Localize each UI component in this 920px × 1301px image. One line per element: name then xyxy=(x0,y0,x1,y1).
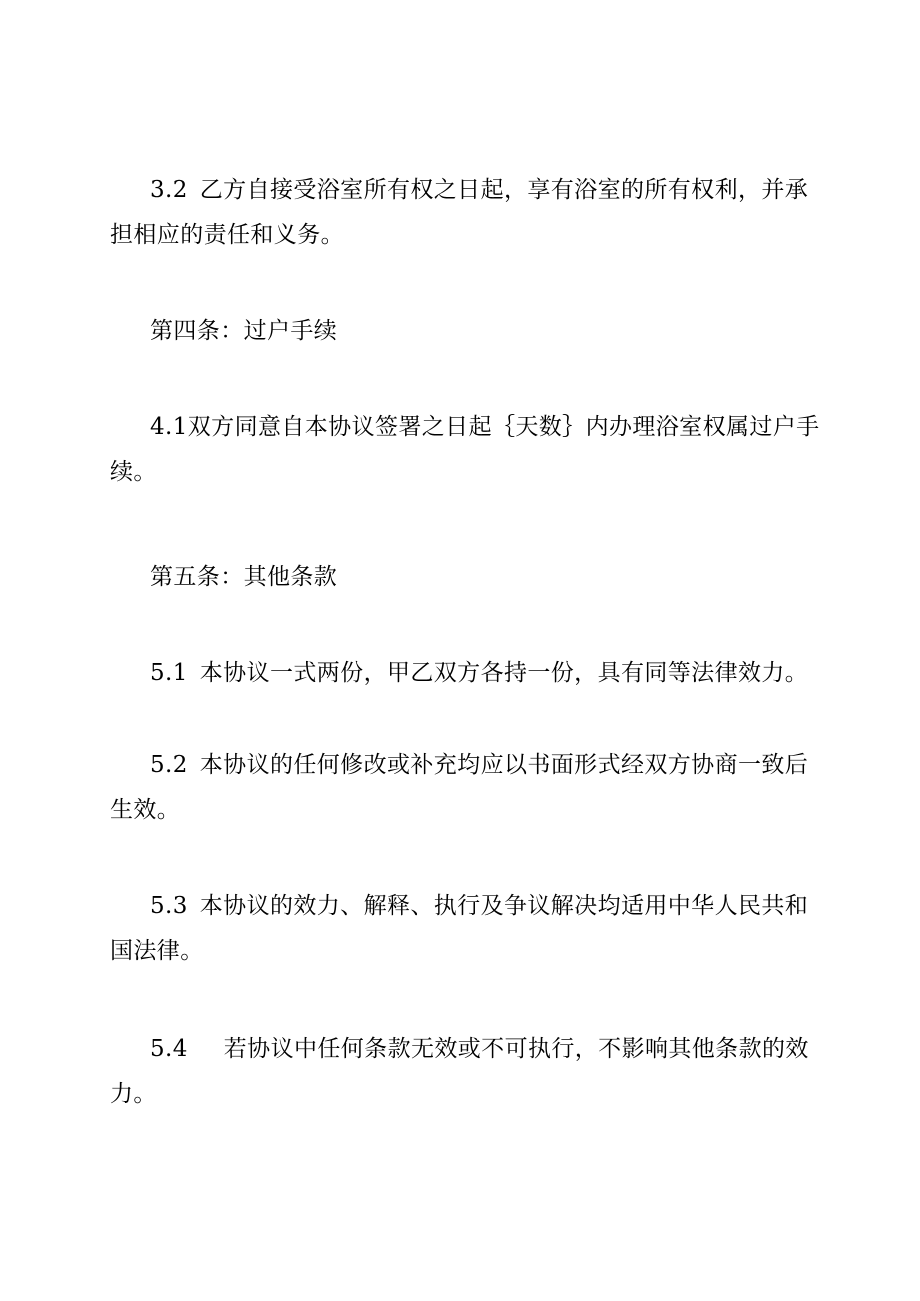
clause-text: 若协议中任何条款无效或不可执行，不影响其他条款的效 xyxy=(223,1036,809,1062)
clause-4-1 xyxy=(110,405,820,495)
clause-text: 双方同意自本协议签署之日起｛天数｝内办理浴室权属过户手 xyxy=(187,414,820,440)
clause-text: 本协议的任何修改或补充均应以书面形式经双方协商一致后 xyxy=(199,752,809,778)
clause-text: 本协议的效力、解释、执行及争议解决均适用中华人民共和 xyxy=(199,893,809,919)
section-heading: 第四条：过户手续 xyxy=(150,318,338,344)
clause-number: 3.2 xyxy=(150,177,188,203)
clause-text: 乙方自接受浴室所有权之日起，享有浴室的所有权利，并承 xyxy=(199,177,809,203)
clause-5-2 xyxy=(110,743,810,833)
clause-text-continued: 担相应的责任和义务。 xyxy=(110,222,344,248)
clause-text-continued: 国法律。 xyxy=(110,938,204,964)
clause-text-continued: 力。 xyxy=(110,1081,157,1107)
clause-text-continued: 生效。 xyxy=(110,797,181,823)
clause-number: 4.1 xyxy=(150,414,188,440)
clause-3-2 xyxy=(110,168,810,258)
clause-5-4 xyxy=(110,1027,810,1117)
section-heading-4 xyxy=(110,309,810,354)
section-heading-5 xyxy=(110,555,810,600)
clause-5-3 xyxy=(110,884,810,974)
clause-number: 5.2 xyxy=(150,752,188,778)
clause-text-continued: 续。 xyxy=(110,459,157,485)
clause-5-1 xyxy=(110,651,810,696)
clause-number: 5.3 xyxy=(150,893,188,919)
clause-number: 5.4 xyxy=(150,1036,188,1062)
clause-number: 5.1 xyxy=(150,660,188,686)
clause-text: 本协议一式两份，甲乙双方各持一份，具有同等法律效力。 xyxy=(199,660,809,686)
section-heading: 第五条：其他条款 xyxy=(150,564,338,590)
